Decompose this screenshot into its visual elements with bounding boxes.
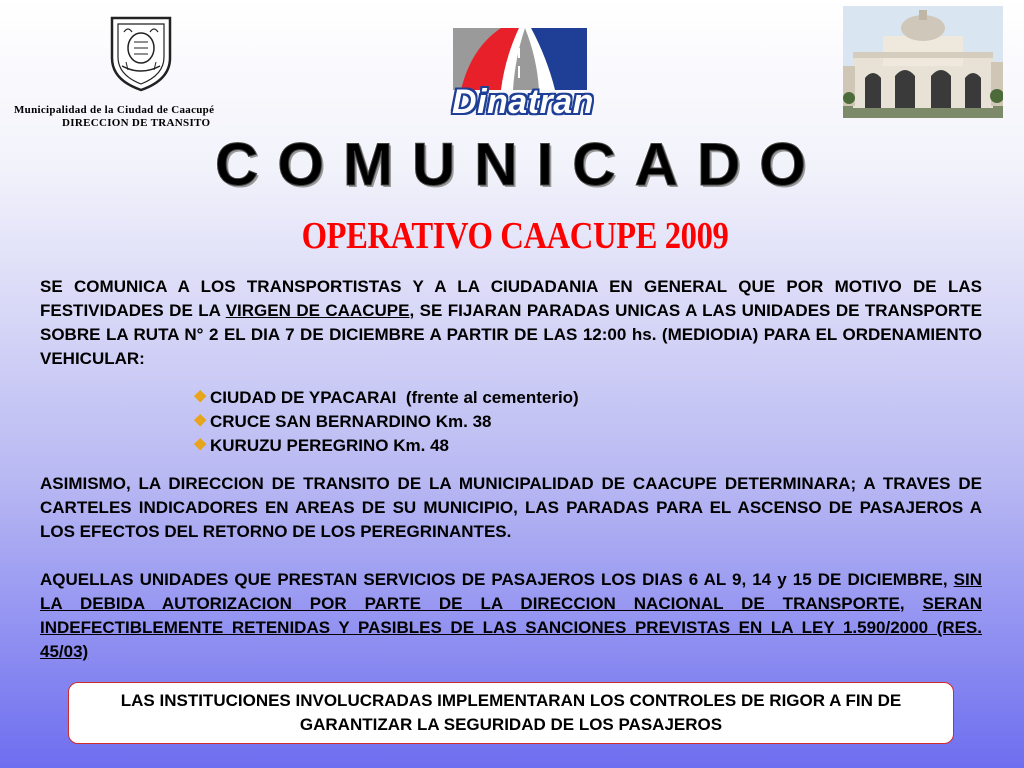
list-item [193,410,793,434]
sanctions-underlined-text-2: SERAN INDEFECTIBLEMENTE RETENIDAS Y PASIBLES DE LAS SANCIONES PREVISTAS EN LA LEY 1.590/2000 (RES. 45/03) [40,594,982,661]
list-item [193,434,793,458]
stop-label: KURUZU PEREGRINO Km. 48 [210,436,449,455]
transit-department-name: DIRECCION DE TRANSITO [62,117,211,129]
stop-label: CRUCE SAN BERNARDINO Km. 38 [210,412,492,431]
basilica-illustration [843,6,1003,118]
sanctions-paragraph [40,568,982,664]
announcement-text-part1: SE COMUNICA A LOS TRANSPORTISTAS Y A LA CIUDADANIA EN GENERAL QUE POR MOTIVO DE LAS FESTIVIDADES DE LA [40,277,982,320]
dinatran-wordmark: Dinatran [452,83,594,121]
diamond-bullet-icon: ❖ [193,437,208,454]
list-item [193,386,793,410]
municipality-name: Municipalidad de la Ciudad de Caacupé [14,104,215,116]
announcement-underlined-text: VIRGEN DE CAACUPE [225,301,410,320]
announcement-paragraph [40,275,982,371]
sanctions-text-part2: , [899,594,923,613]
security-notice-box [68,682,954,744]
dinatran-logo [433,28,613,120]
diamond-bullet-icon: ❖ [193,413,208,430]
page-title: COMUNICADO [215,131,825,198]
stop-label: CIUDAD DE YPACARAI (frente al cementerio) [210,388,579,407]
announcement-text-part2: , SE FIJARAN PARADAS UNICAS A LAS UNIDADES DE TRANSPORTE SOBRE LA RUTA N° 2 EL DIA 7 DE DICIEMBRE A PARTIR DE LAS 12:00 hs. (MEDIODIA) PARA EL ORDENAMIENTO VEHICULAR: [40,301,982,368]
municipality-logo [8,10,258,129]
stops-list [193,386,793,458]
road-flag-icon [453,28,587,90]
sanctions-underlined-text-1: SIN LA DEBIDA AUTORIZACION POR PARTE DE LA DIRECCION NACIONAL DE TRANSPORTE [40,570,982,613]
municipal-seal-icon [104,12,178,92]
operation-title: OPERATIVO CAACUPE 2009 [301,215,729,257]
sanctions-text-part1: AQUELLAS UNIDADES QUE PRESTAN SERVICIOS DE PASAJEROS LOS DIAS 6 AL 9, 14 y 15 DE DICIEMBRE, [40,570,954,589]
diamond-bullet-icon: ❖ [193,389,208,406]
transit-direction-paragraph: ASIMISMO, LA DIRECCION DE TRANSITO DE LA MUNICIPALIDAD DE CAACUPE DETERMINARA; A TRAVES DE CARTELES INDICADORES EN AREAS DE SU MUNICIPIO, LAS PARADAS PARA EL ASCENSO DE PASAJEROS A LOS EFECTOS DEL RETORNO DE LOS PEREGRINANTES. [40,474,982,541]
security-notice-text: LAS INSTITUCIONES INVOLUCRADAS IMPLEMENTARAN LOS CONTROLES DE RIGOR A FIN DE GARANTIZAR LA SEGURIDAD DE LOS PASAJEROS [120,691,902,734]
basilica-photo [843,6,1003,118]
